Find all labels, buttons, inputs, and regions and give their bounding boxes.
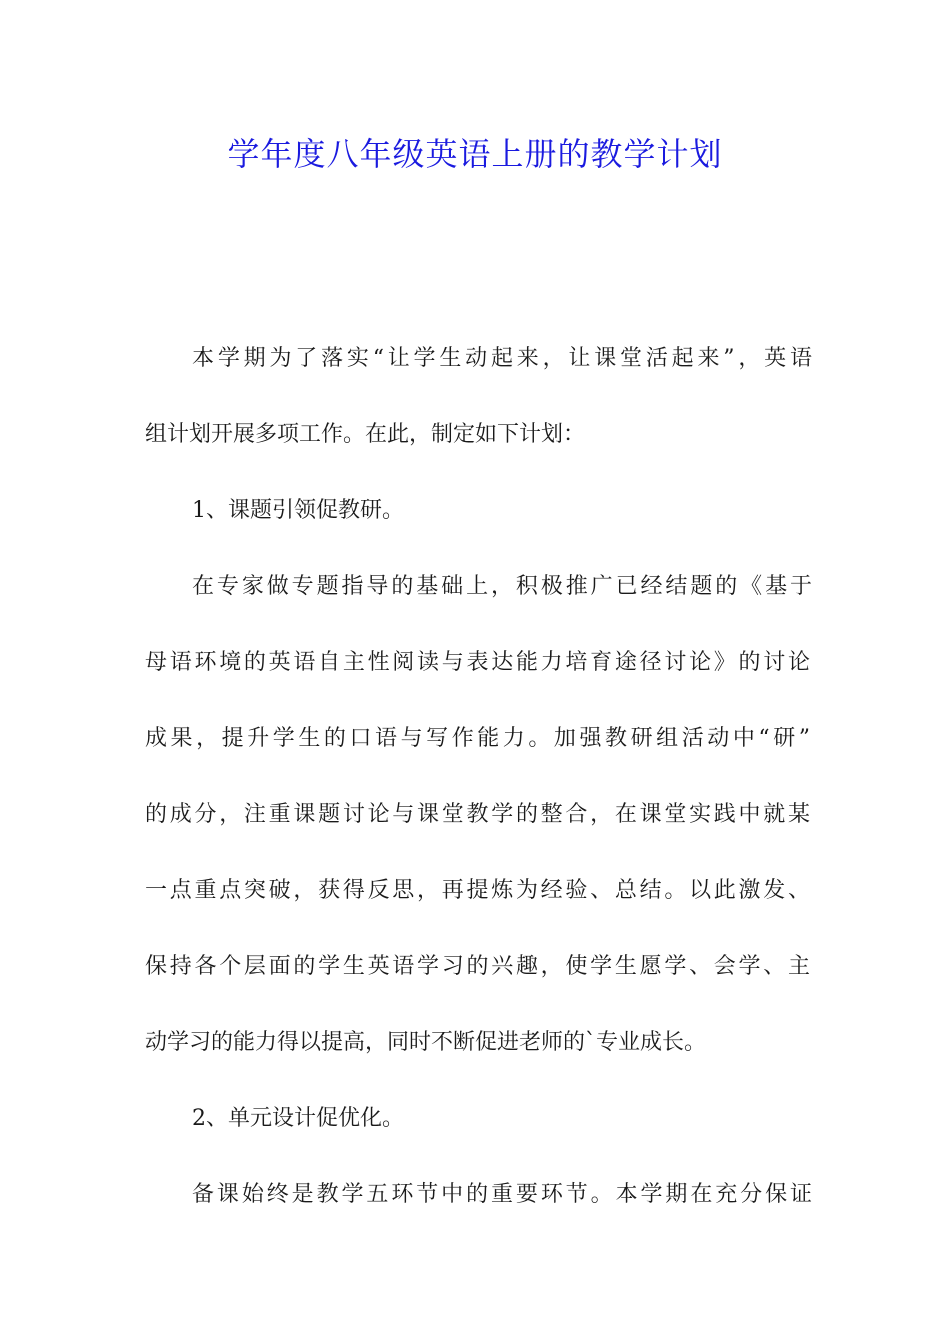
- paragraph-line: 本学期为了落实“让学生动起来，让课堂活起来”，英语: [192, 346, 812, 371]
- paragraph-line: 动学习的能力得以提高，同时不断促进老师的`专业成长。: [145, 1030, 707, 1055]
- paragraph-line: 保持各个层面的学生英语学习的兴趣，使学生愿学、会学、主: [145, 954, 810, 979]
- document-title: 学年度八年级英语上册的教学计划: [227, 135, 723, 173]
- paragraph-line: 的成分，注重课题讨论与课堂教学的整合，在课堂实践中就某: [145, 802, 810, 827]
- paragraph-line: 备课始终是教学五环节中的重要环节。本学期在充分保证: [192, 1182, 812, 1207]
- paragraph-line: 在专家做专题指导的基础上，积极推广已经结题的《基于: [192, 574, 812, 599]
- paragraph-line: 组计划开展多项工作。在此，制定如下计划：: [145, 422, 586, 447]
- paragraph-line: 一点重点突破，获得反思，再提炼为经验、总结。以此激发、: [145, 878, 810, 903]
- paragraph-line: 母语环境的英语自主性阅读与表达能力培育途径讨论》的讨论: [145, 650, 810, 675]
- section-heading-1: 1、课题引领促教研。: [192, 498, 404, 523]
- paragraph-line: 成果，提升学生的口语与写作能力。加强教研组活动中“研”: [145, 726, 810, 751]
- section-heading-2: 2、单元设计促优化。: [192, 1106, 404, 1131]
